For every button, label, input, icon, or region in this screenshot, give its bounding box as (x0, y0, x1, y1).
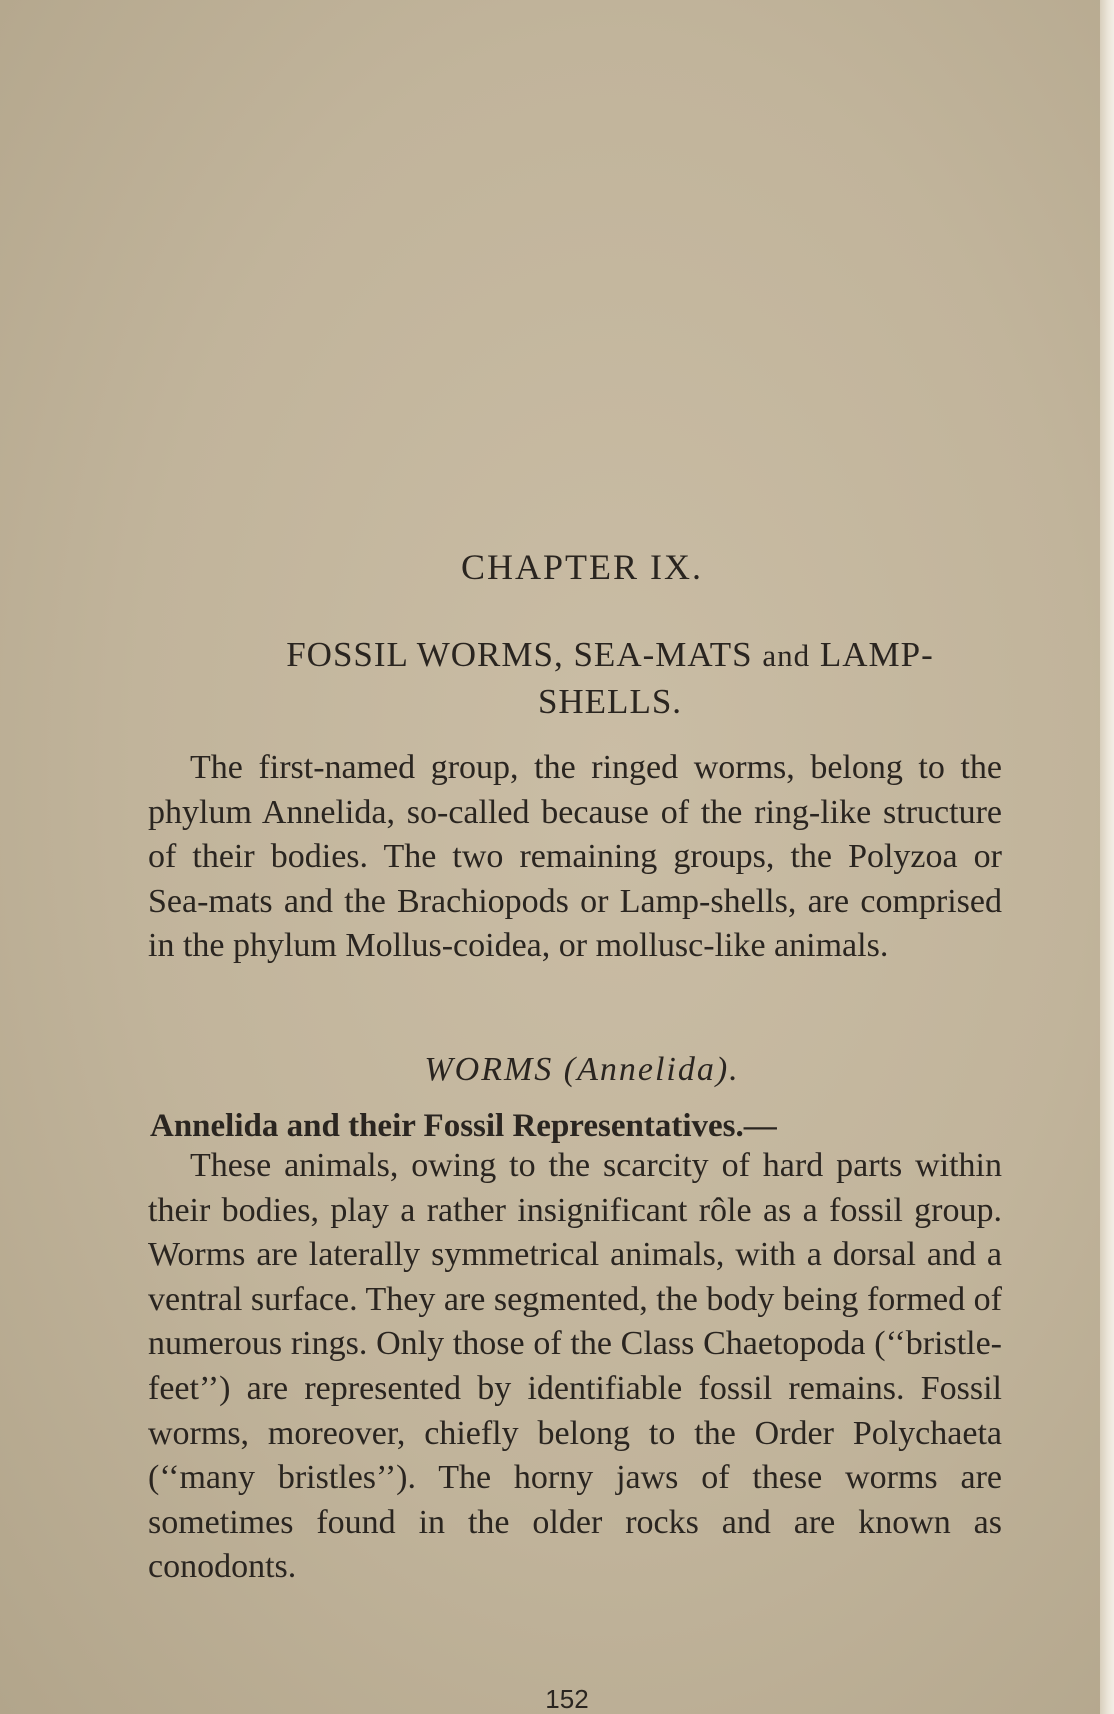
section-subheading: Annelida and their Fossil Representatives.— (150, 1108, 777, 1144)
chapter-heading: CHAPTER IX. (460, 547, 703, 587)
section-paragraph: These animals, owing to the scarcity of hard parts within their bodies, play a rather insignificant rôle as a fossil group. Worms are laterally symmetrical animals, with a dorsal and a ventral surface. They are segmented, the body being formed of numerous rings. Only those of the Class Chaetopoda (‘‘bristle-feet’’) are represented by identifiable fossil remains. Fossil worms, moreover, chiefly belong to the Order Polychaeta (‘‘many bristles’’). The horny jaws of these worms are sometimes found in the older rocks and are known as conodonts. (148, 1147, 1002, 1586)
chapter-title-part1: FOSSIL WORMS, SEA-MATS (286, 635, 753, 674)
section-heading: WORMS (Annelida). (424, 1051, 740, 1088)
chapter-title-and: and (762, 638, 811, 673)
chapter-title (225, 632, 995, 725)
page-edge (1100, 0, 1114, 1714)
page-number: 152 (545, 1684, 589, 1714)
chapter-title-part2: LAMP-SHELLS. (537, 635, 934, 721)
intro-paragraph: The first-named group, the ringed worms, belong to the phylum Annelida, so-called because of the ring-like structure of their bodies. The two remaining groups, the Polyzoa or Sea-mats and the Brachiopods or Lamp-shells, are comprised in the phylum Mollus-coidea, or mollusc-like animals. (148, 749, 1002, 965)
